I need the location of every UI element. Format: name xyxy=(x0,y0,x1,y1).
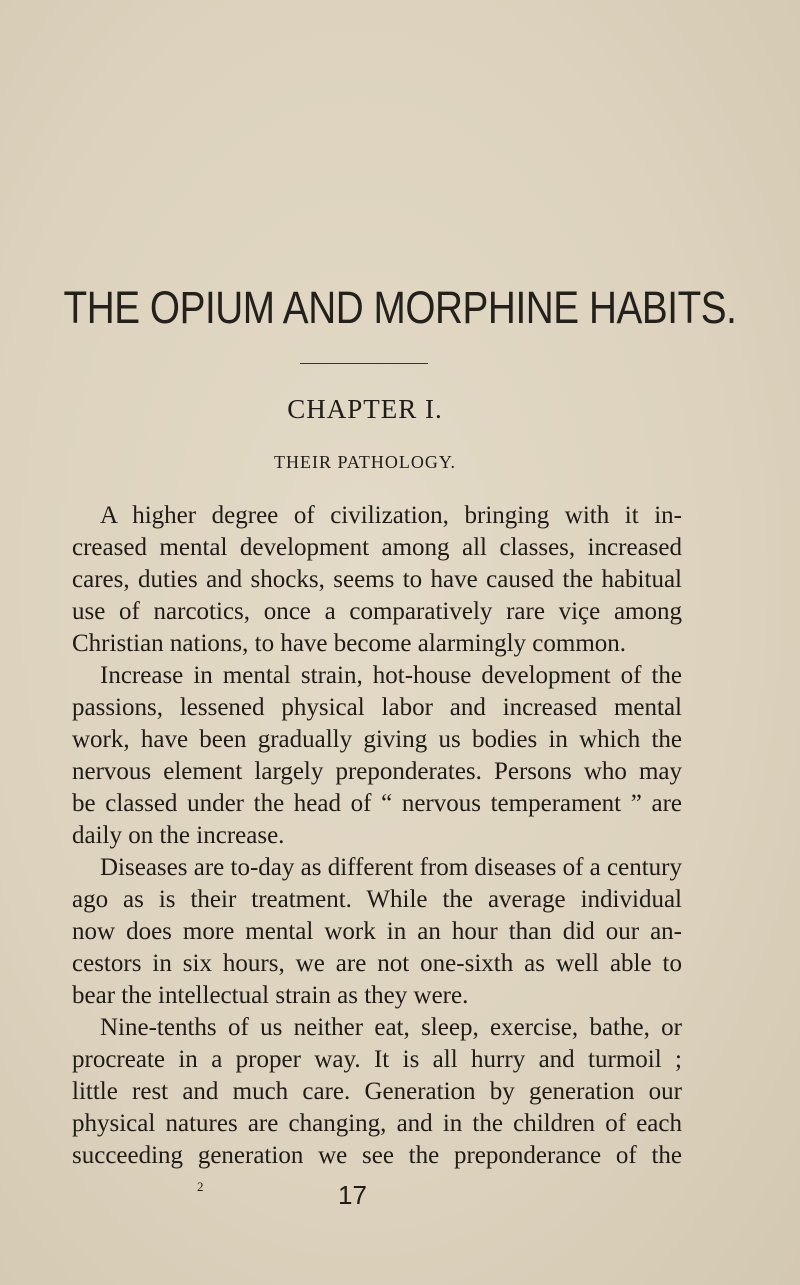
page-number: 17 xyxy=(338,1180,367,1210)
text-line: succeeding generation we see the preponderance of the xyxy=(72,1142,682,1169)
text-line: A higher degree of civilization, bringing with it in- xyxy=(100,502,682,529)
text-line: bear the intellectual strain as they were. xyxy=(72,982,469,1009)
text-line: Nine-tenths of us neither eat, sleep, exercise, bathe, or xyxy=(100,1014,682,1041)
text-line: be classed under the head of “ nervous temperament ” are xyxy=(72,790,682,817)
text-line: procreate in a proper way. It is all hurry and turmoil ; xyxy=(72,1046,682,1073)
title-divider-rule xyxy=(300,363,428,364)
text-line: now does more mental work in an hour than did our an- xyxy=(72,918,682,945)
section-title: THEIR PATHOLOGY. xyxy=(273,452,457,472)
text-line: Diseases are to-day as different from diseases of a century xyxy=(100,854,682,881)
text-line: creased mental development among all classes, increased xyxy=(72,534,682,561)
text-line: Increase in mental strain, hot-house development of the xyxy=(100,662,682,689)
text-line: passions, lessened physical labor and increased mental xyxy=(72,694,682,721)
text-line: Christian nations, to have become alarmingly common. xyxy=(72,630,627,657)
text-line: ago as is their treatment. While the average individual xyxy=(72,886,682,913)
text-line: use of narcotics, once a comparatively rare viçe among xyxy=(72,598,682,625)
chapter-heading: CHAPTER I. xyxy=(287,394,443,424)
book-title: THE OPIUM AND MORPHINE HABITS. xyxy=(63,282,737,333)
text-line: daily on the increase. xyxy=(72,822,285,849)
text-line: cestors in six hours, we are not one-sixth as well able to xyxy=(72,950,682,977)
text-line: physical natures are changing, and in the children of each xyxy=(72,1110,682,1137)
text-line: cares, duties and shocks, seems to have caused the habitual xyxy=(72,566,682,593)
text-line: little rest and much care. Generation by generation our xyxy=(72,1078,682,1105)
text-line: nervous element largely preponderates. Persons who may xyxy=(72,758,682,785)
signature-mark: 2 xyxy=(197,1179,204,1194)
text-line: work, have been gradually giving us bodies in which the xyxy=(72,726,682,753)
